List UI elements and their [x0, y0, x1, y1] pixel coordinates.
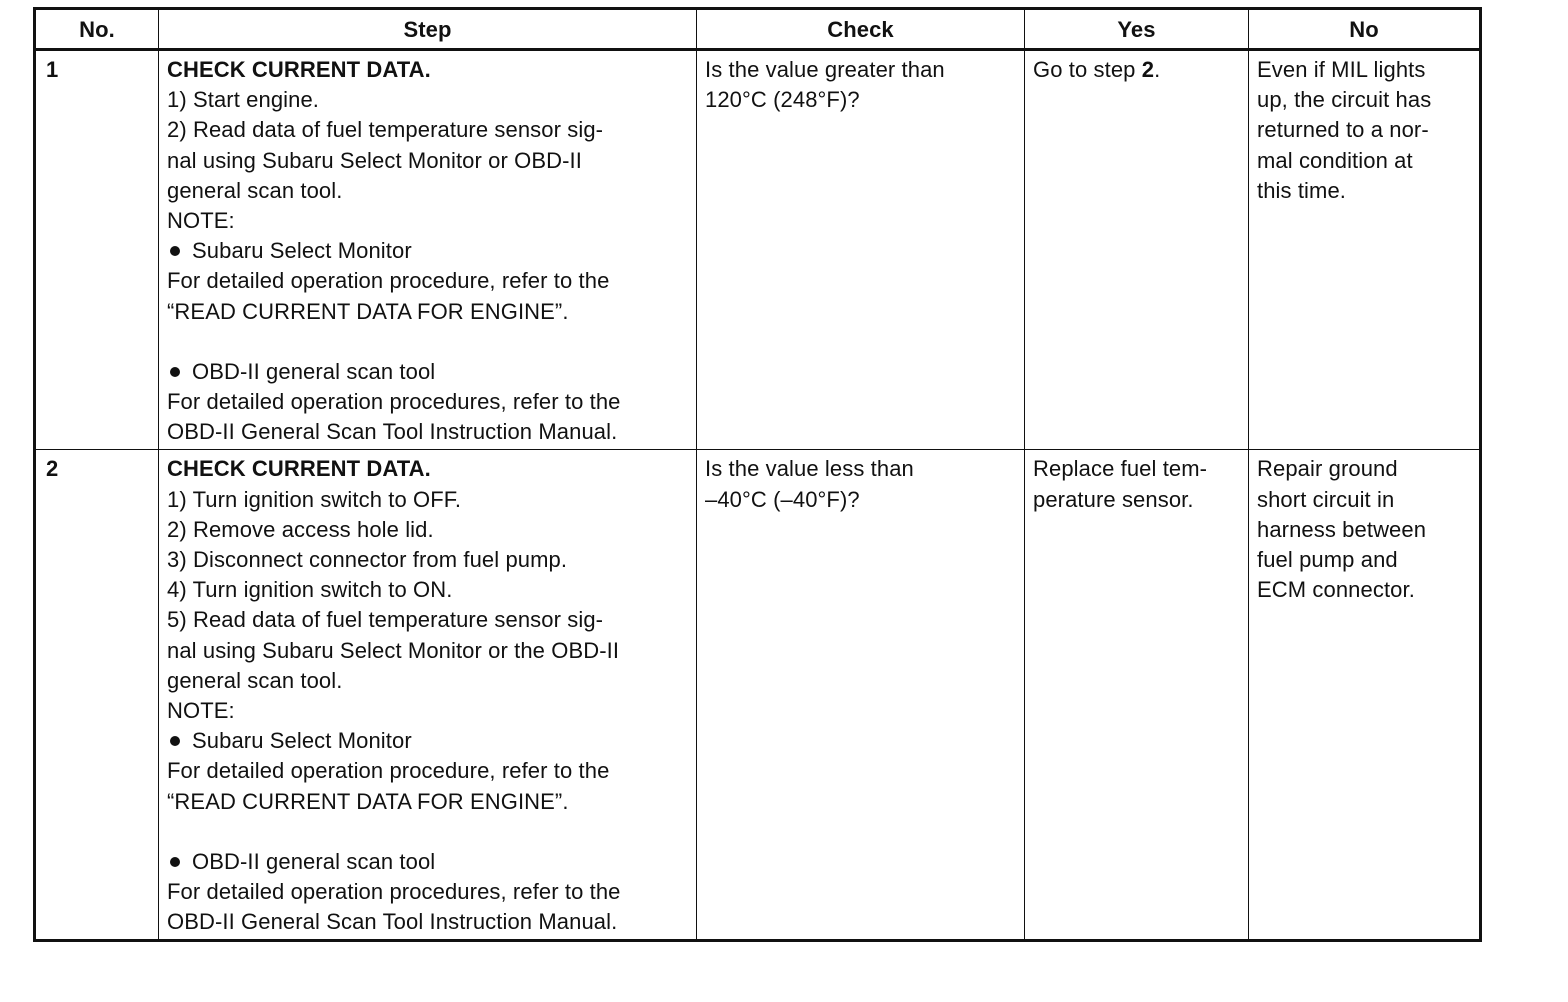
yes-line	[1033, 55, 1240, 85]
step-line: 2) Remove access hole lid.	[167, 516, 434, 542]
step-cell	[159, 450, 697, 941]
yes-line: perature sensor.	[1033, 486, 1194, 512]
blank-line	[167, 327, 688, 357]
check-cell	[697, 450, 1025, 941]
check-line: Is the value less than	[705, 456, 914, 482]
step-line: 1) Start engine.	[167, 87, 320, 113]
table-row-step-2	[35, 450, 1481, 941]
no-line: this time.	[1257, 177, 1347, 203]
step-line: nal using Subaru Select Monitor or OBD-II	[167, 147, 582, 173]
no-line: harness between	[1257, 516, 1427, 542]
step-line: 2) Read data of fuel temperature sensor sig-	[167, 117, 604, 143]
step-line: For detailed operation procedure, refer to the	[167, 268, 610, 294]
step-line: general scan tool.	[167, 667, 343, 693]
header-yes: Yes	[1025, 9, 1249, 50]
no-line: ECM connector.	[1257, 577, 1415, 603]
bullet-icon	[170, 367, 180, 377]
yes-suffix: .	[1154, 57, 1161, 82]
step-line: OBD-II General Scan Tool Instruction Manual.	[167, 909, 618, 935]
step-title: CHECK CURRENT DATA.	[167, 456, 431, 482]
diagnostic-procedure-table	[33, 7, 1482, 942]
bullet-item	[167, 236, 688, 266]
yes-line: Replace fuel tem-	[1033, 456, 1208, 482]
step-line: general scan tool.	[167, 177, 343, 203]
bullet-item	[167, 847, 688, 877]
bullet-item	[167, 357, 688, 387]
no-line: mal condition at	[1257, 147, 1413, 173]
check-cell	[697, 50, 1025, 450]
step-line: 5) Read data of fuel temperature sensor sig-	[167, 607, 604, 633]
blank-line	[167, 817, 688, 847]
step-line: OBD-II General Scan Tool Instruction Manual.	[167, 419, 618, 445]
step-line: “READ CURRENT DATA FOR ENGINE”.	[167, 298, 569, 324]
check-line: Is the value greater than	[705, 57, 945, 82]
no-line: fuel pump and	[1257, 547, 1398, 573]
note-label: NOTE:	[167, 208, 235, 234]
step-line: nal using Subaru Select Monitor or the OBD-II	[167, 637, 620, 663]
bullet-label: OBD-II general scan tool	[192, 848, 436, 874]
bullet-item	[167, 726, 688, 756]
bullet-icon	[170, 736, 180, 746]
bullet-label: Subaru Select Monitor	[192, 728, 412, 754]
header-check: Check	[697, 9, 1025, 50]
check-line: 120°C (248°F)?	[705, 87, 860, 113]
step-line: 4) Turn ignition switch to ON.	[167, 577, 453, 603]
no-line: Even if MIL lights	[1257, 57, 1426, 82]
step-reference: 2	[1141, 57, 1155, 82]
step-line: 3) Disconnect connector from fuel pump.	[167, 547, 568, 573]
bullet-label: Subaru Select Monitor	[192, 238, 412, 264]
bullet-label: OBD-II general scan tool	[192, 358, 436, 384]
table-header-row	[35, 9, 1481, 50]
step-line: For detailed operation procedures, refer to the	[167, 389, 621, 415]
step-title: CHECK CURRENT DATA.	[167, 57, 431, 82]
table-row-step-1	[35, 50, 1481, 450]
step-line: 1) Turn ignition switch to OFF.	[167, 486, 462, 512]
yes-cell	[1025, 450, 1249, 941]
check-line: –40°C (–40°F)?	[705, 486, 860, 512]
no-line: up, the circuit has	[1257, 87, 1432, 113]
no-line: short circuit in	[1257, 486, 1395, 512]
note-label: NOTE:	[167, 698, 235, 724]
no-line: Repair ground	[1257, 456, 1398, 482]
step-cell	[159, 50, 697, 450]
no-cell	[1249, 50, 1481, 450]
step-line: For detailed operation procedure, refer to the	[167, 758, 610, 784]
yes-prefix: Go to step	[1033, 57, 1142, 82]
step-number: 1	[35, 50, 159, 450]
step-line: For detailed operation procedures, refer to the	[167, 879, 621, 905]
step-line: “READ CURRENT DATA FOR ENGINE”.	[167, 788, 569, 814]
no-cell	[1249, 450, 1481, 941]
header-no: No.	[35, 9, 159, 50]
yes-cell	[1025, 50, 1249, 450]
bullet-icon	[170, 857, 180, 867]
bullet-icon	[170, 246, 180, 256]
header-no-result: No	[1249, 9, 1481, 50]
header-step: Step	[159, 9, 697, 50]
no-line: returned to a nor-	[1257, 117, 1429, 143]
step-number: 2	[35, 450, 159, 941]
